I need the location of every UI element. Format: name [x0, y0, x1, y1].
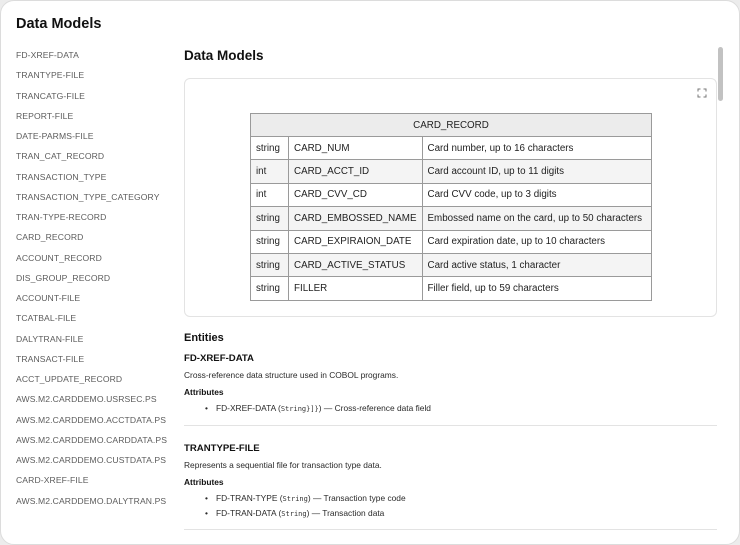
sidebar-item-transact-file[interactable]: TRANSACT-FILE	[16, 353, 85, 364]
entity-name: FD-XREF-DATA	[184, 353, 254, 364]
sidebar-item-trancatg-file[interactable]: TRANCATG-FILE	[16, 90, 85, 101]
sidebar-item-transaction-type[interactable]: TRANSACTION_TYPE	[16, 171, 107, 182]
entities-heading: Entities	[184, 332, 224, 344]
attribute-name: FD-TRAN-DATA	[216, 508, 277, 518]
field-type: string	[251, 207, 289, 230]
sidebar-item-fd-xref-data[interactable]: FD-XREF-DATA	[16, 50, 79, 60]
field-name: CARD_EXPIRAION_DATE	[289, 230, 423, 253]
table-row	[251, 160, 652, 183]
attributes-list	[184, 491, 717, 521]
field-type: int	[251, 160, 289, 183]
sidebar-item-custdata-ps[interactable]: AWS.M2.CARDDEMO.CUSTDATA.PS	[16, 455, 167, 465]
table-row	[251, 183, 652, 206]
sidebar-item-usrsec-ps[interactable]: AWS.M2.CARDDEMO.USRSEC.PS	[16, 394, 157, 405]
page-title: Data Models	[184, 48, 264, 63]
sidebar-item-account-record[interactable]: ACCOUNT_RECORD	[16, 252, 102, 263]
attribute-type: String}]}	[280, 405, 319, 413]
table-row	[251, 277, 652, 300]
field-description: Card active status, 1 character	[422, 253, 652, 276]
entity-description: Represents a sequential file for transaction type data.	[184, 460, 382, 470]
list-item: • FD-XREF-DATA (String}]}) — Cross-reference data field	[184, 401, 717, 416]
field-description: Embossed name on the card, up to 50 characters	[422, 207, 652, 230]
field-name: FILLER	[289, 277, 423, 300]
scrollbar-thumb[interactable]	[718, 47, 723, 101]
field-type: string	[251, 253, 289, 276]
table-row	[251, 207, 652, 230]
list-item: • FD-TRAN-DATA (String) — Transaction data	[184, 506, 717, 521]
sidebar-item-acct-update-record[interactable]: ACCT_UPDATE_RECORD	[16, 374, 123, 384]
field-type: string	[251, 137, 289, 160]
sidebar-item-carddata-ps[interactable]: AWS.M2.CARDDEMO.CARDDATA.PS	[16, 434, 168, 445]
entity-description: Cross-reference data structure used in COBOL programs.	[184, 370, 399, 380]
entity-section-fd-xref-data	[184, 353, 717, 416]
attribute-name: FD-TRAN-TYPE	[216, 493, 278, 503]
table-row	[251, 253, 652, 276]
divider	[184, 529, 717, 530]
attribute-description: — Transaction type code	[312, 493, 406, 503]
sidebar-item-date-parms-file[interactable]: DATE-PARMS-FILE	[16, 131, 94, 141]
sidebar-item-report-file[interactable]: REPORT-FILE	[16, 110, 74, 121]
attribute-type: String	[282, 495, 308, 503]
field-description: Card expiration date, up to 10 characters	[422, 230, 652, 253]
field-name: CARD_EMBOSSED_NAME	[289, 207, 423, 230]
field-name: CARD_ACTIVE_STATUS	[289, 253, 423, 276]
field-type: string	[251, 277, 289, 300]
attributes-heading: Attributes	[184, 477, 224, 487]
sidebar-item-trantype-file[interactable]: TRANTYPE-FILE	[16, 70, 85, 81]
expand-icon[interactable]	[696, 86, 708, 98]
table-row	[251, 137, 652, 160]
field-description: Card account ID, up to 11 digits	[422, 160, 652, 183]
field-name: CARD_CVV_CD	[289, 183, 423, 206]
divider	[184, 425, 717, 426]
entity-table-header: CARD_RECORD	[251, 114, 652, 137]
sidebar-item-acctdata-ps[interactable]: AWS.M2.CARDDEMO.ACCTDATA.PS	[16, 414, 167, 425]
sidebar-item-dis-group-record[interactable]: DIS_GROUP_RECORD	[16, 272, 111, 283]
attribute-description: — Transaction data	[311, 508, 385, 518]
field-description: Filler field, up to 59 characters	[422, 277, 652, 300]
entity-section-trantype-file	[184, 443, 717, 521]
field-description: Card CVV code, up to 3 digits	[422, 183, 652, 206]
sidebar-item-tcatbal-file[interactable]: TCATBAL-FILE	[16, 313, 77, 324]
sidebar-item-dalytran-ps[interactable]: AWS.M2.CARDDEMO.DALYTRAN.PS	[16, 495, 167, 506]
entity-name: TRANTYPE-FILE	[184, 443, 260, 454]
sidebar-item-tran-type-record[interactable]: TRAN-TYPE-RECORD	[16, 212, 107, 222]
list-item: • FD-TRAN-TYPE (String) — Transaction type code	[184, 491, 717, 506]
sidebar	[1, 45, 176, 511]
app-title: Data Models	[16, 16, 102, 32]
sidebar-item-transaction-type-category[interactable]: TRANSACTION_TYPE_CATEGORY	[16, 191, 160, 202]
sidebar-item-card-xref-file[interactable]: CARD-XREF-FILE	[16, 475, 89, 486]
field-description: Card number, up to 16 characters	[422, 137, 652, 160]
scrollbar[interactable]	[717, 47, 724, 537]
attribute-type: String	[281, 510, 307, 518]
er-diagram-card	[184, 78, 717, 317]
attributes-heading: Attributes	[184, 387, 224, 397]
entity-table-card-record	[250, 113, 652, 301]
field-name: CARD_NUM	[289, 137, 423, 160]
field-type: int	[251, 183, 289, 206]
field-name: CARD_ACCT_ID	[289, 160, 423, 183]
attribute-description: — Cross-reference data field	[323, 403, 431, 413]
sidebar-item-card-record[interactable]: CARD_RECORD	[16, 232, 84, 243]
attribute-name: FD-XREF-DATA	[216, 403, 276, 413]
main-content	[184, 41, 717, 545]
sidebar-item-dalytran-file[interactable]: DALYTRAN-FILE	[16, 333, 84, 344]
field-type: string	[251, 230, 289, 253]
table-row	[251, 230, 652, 253]
sidebar-item-account-file[interactable]: ACCOUNT-FILE	[16, 293, 81, 303]
sidebar-item-tran-cat-record[interactable]: TRAN_CAT_RECORD	[16, 151, 105, 162]
attributes-list	[184, 401, 717, 416]
